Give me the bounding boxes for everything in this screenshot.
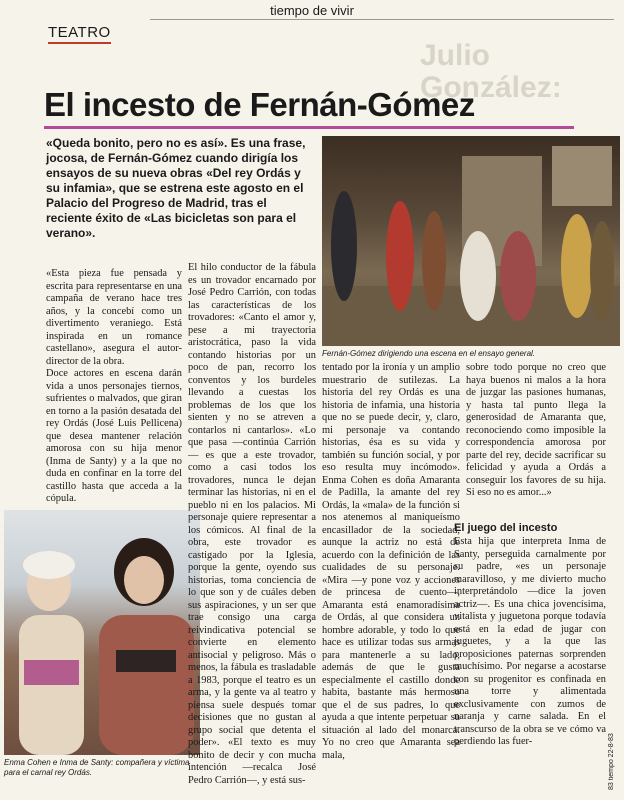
actresses-photo bbox=[4, 510, 200, 755]
magazine-section-label: tiempo de vivir bbox=[270, 3, 354, 18]
body-paragraph: Esta hija que interpreta Inma de Santy, perseguida carnalmente por su padre, «es un personaje maravilloso, y me divierto mucho interpretándolo —dice la joven actriz—. Es una chica jovencísima, vitalista y juguetona porque todavía está en la edad de jugar con juguetes, y a la que las proposiciones paternas sorprenden muchísimo. Por negarse a acostarse con su progenitor es confinada en una torre y alimentada exclusivamente con zumos de naranja y carne salada. En el transcurso de la obra se ve cómo va perdiendo las fuer- bbox=[454, 536, 606, 747]
body-column-3 bbox=[322, 362, 460, 762]
article-lead: «Queda bonito, pero no es así». Es una frase, jocosa, de Fernán-Gómez cuando dirigía los ensayos de su nueva obras «Del rey Ordás y su infamia», que se estrena este agosto en el Palacio del Progreso de Madrid, tras el reciente éxito de «Las bicicletas son para el verano». bbox=[46, 136, 306, 240]
page-footer-info: 83 tiempo 22-8-83 bbox=[608, 733, 615, 790]
body-column-4b bbox=[454, 536, 606, 749]
body-column-4 bbox=[466, 362, 606, 500]
body-paragraph: tentado por la ironía y un amplio muestrario de sutilezas. La historia del rey Ordás es una historia de infamia, una historia que no se puede decir, y, claro, mi personaje va contando historias, ésa es su vida y también su función social, y por eso resulta muy incómodo». Enma Cohen es doña Amaranta de Padilla, la amante del rey Ordás, la «mala» de la función si nos atenemos al maniqueísmo encasillador de la sociedad, aunque la actriz no está de acuerdo con la definición de las cualidades de su personaje. «Mira —y pone voz y acciones de princesa de cuento—, Amaranta está enamoradísima de Ordás, al que considera un hombre adorable, y todo lo que hace es utilizar todas sus armas para mantenerle a su lado, además de que le gusta especialmente el castillo donde habita, bastante más hermoso que el de sus padres, lo que ayuda a que intente perpetuar su situación al lado del monarca. Yo no creo que Amaranta sea mala, bbox=[322, 362, 460, 761]
actresses-photo-caption: Enma Cohen e Inma de Santy: compañera y víctima para el carnal rey Ordás. bbox=[4, 758, 190, 777]
body-column-1a bbox=[46, 268, 182, 368]
body-paragraph: sobre todo porque no creo que haya buenos ni malos a la hora de juzgar las pasiones humanas, y hasta tal punto llega la generosidad de Amaranta que, reconociendo como imposible la correspondencia amorosa por parte del rey, decide sacrificar su felicidad y ayuda a Ordás a conseguir los favores de su hija. Si eso no es amor...» bbox=[466, 362, 606, 498]
title-rule bbox=[44, 126, 574, 129]
show-through-line-2: González: bbox=[420, 71, 562, 104]
rehearsal-photo bbox=[322, 136, 620, 346]
article-title: El incesto de Fernán-Gómez bbox=[44, 86, 475, 123]
rehearsal-photo-caption: Fernán-Gómez dirigiendo una escena en el ensayo general. bbox=[322, 349, 536, 358]
subhead-incest-game: El juego del incesto bbox=[454, 522, 558, 534]
body-paragraph: «Esta pieza fue pensada y escrita para representarse en una campaña de verano hace tres años, y la concebí como un divertimento veraniego. Está inspirada en un romance castellano», asegura el autor-director de la obra. bbox=[46, 268, 182, 367]
header-rule bbox=[150, 19, 614, 20]
actresses-photo-scene bbox=[4, 510, 200, 755]
body-paragraph: El hilo conductor de la fábula es un trovador encarnado por José Pedro Carrión, con todas las características de los trovadores: «Canto el amor y, pese a mi trayectoria aristocrática, paso la vida contando historias por un poco de pan, recorro los conventos y los burdeles llevando a cuestas los problemas de los que los sienten y no se atreven a contarlos ni cantarlos». «Lo que pasa —continúa Carrión— es que a este trovador, como a casi todos los trovadores, nunca le dejan terminar las historias, ni en el pueblo ni en los palacios. Mi personaje quiere representar a los cómicos. Al final de la obra, este trovador es castigado por la Iglesia, porque la gente, oyendo sus historias, toma conciencia de lo que son y de cuáles deben sus aspiraciones, y un ser que trae consigo una carga reivindicativa potencial se convierte en elemento antisocial y peligroso. Más o menos, la fábula es trasladable a 1983, porque el teatro es un arma, y la gente va al teatro y piensa suele después tomar decisiones que no gustan al grupo social que detenta el poder». «El texto es muy bonito de decir y con mucha intención —recalca José Pedro Carrión—, y está sus- bbox=[188, 262, 316, 786]
body-column-1b bbox=[46, 368, 182, 506]
body-column-2 bbox=[188, 262, 316, 787]
section-label: TEATRO bbox=[48, 24, 111, 44]
show-through-line-1: Julio bbox=[420, 39, 491, 72]
rehearsal-photo-scene bbox=[322, 136, 620, 346]
page-header bbox=[0, 0, 624, 22]
body-paragraph: Doce actores en escena darán vida a unos personajes tiernos, sufrientes o malvados, que giran en torno a la pasión desatada del rey Ordás (José Luis Pellicena) que desea mantener relación amorosa con su hija menor (Inma de Santy) y a la que no duda en confinar en la torre del castillo hasta que acceda a la cópula. bbox=[46, 368, 182, 504]
